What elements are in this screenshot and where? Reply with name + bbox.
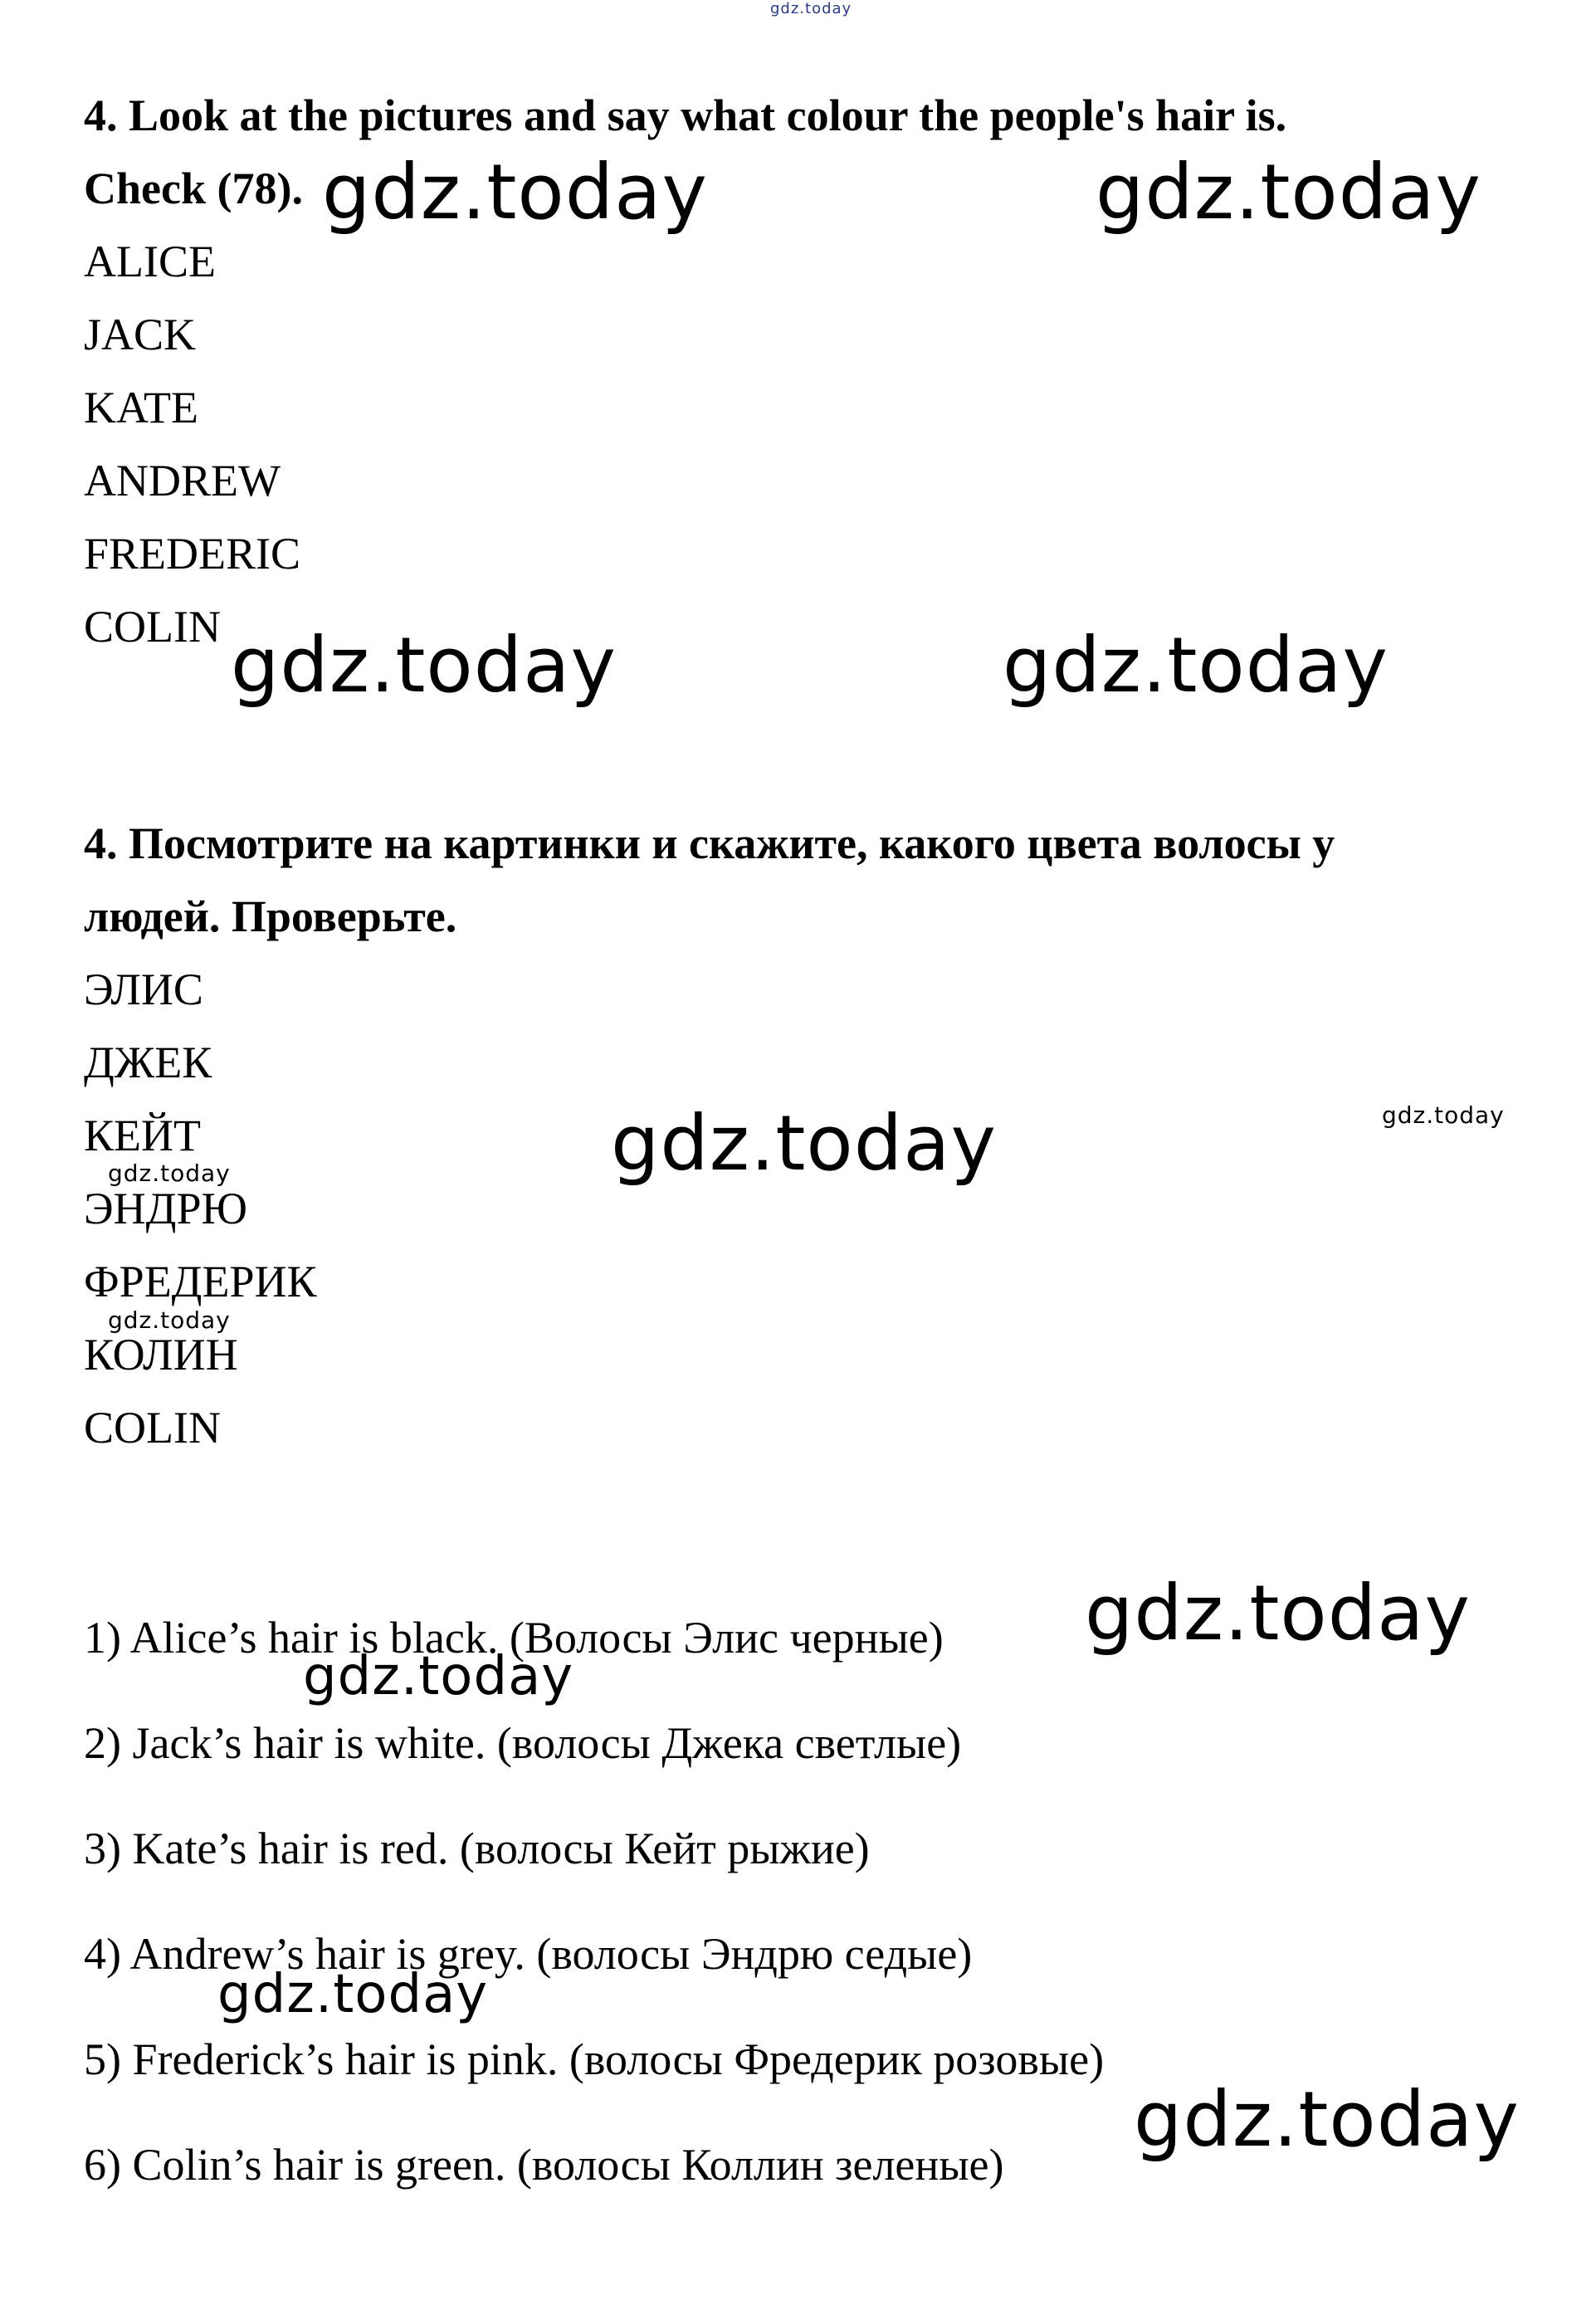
name-ru-elis: ЭЛИС <box>84 964 203 1014</box>
watermark: gdz.today <box>1382 1101 1505 1129</box>
watermark: gdz.today <box>611 1099 997 1188</box>
watermark: gdz.today <box>217 1964 489 2025</box>
watermark: gdz.today <box>231 621 617 710</box>
exercise-heading-en: 4. Look at the pictures and say what colour the people's hair is. <box>84 90 1287 140</box>
watermark: gdz.today <box>322 148 708 237</box>
exercise-heading-en-check: Check (78). <box>84 164 303 213</box>
watermark: gdz.today <box>1134 2075 1520 2164</box>
watermark: gdz.today <box>1003 621 1389 710</box>
exercise-heading-ru: 4. Посмотрите на картинки и скажите, какого цвета волосы у <box>84 818 1335 868</box>
name-ru-dzhek: ДЖЕК <box>84 1038 212 1087</box>
watermark: gdz.today <box>108 1306 231 1334</box>
watermark: gdz.today <box>108 1160 231 1187</box>
name-jack: JACK <box>84 310 197 359</box>
name-ru-kolin: КОЛИН <box>84 1330 238 1380</box>
name-ru-endryu: ЭНДРЮ <box>84 1184 248 1233</box>
answer-2: 2) Jack’s hair is white. (волосы Джека светлые) <box>84 1718 962 1768</box>
name-ru-colin: COLIN <box>84 1403 221 1453</box>
answer-1: 1) Alice’s hair is black. (Волосы Элис черные) <box>84 1613 944 1663</box>
watermark: gdz.today <box>1085 1569 1471 1658</box>
name-ru-frederik: ФРЕДЕРИК <box>84 1257 317 1306</box>
answer-3: 3) Kate’s hair is red. (волосы Кейт рыжие) <box>84 1824 870 1873</box>
name-colin: COLIN <box>84 602 221 652</box>
watermark: gdz.today <box>1096 148 1481 237</box>
exercise-heading-ru-check: людей. Проверьте. <box>84 891 457 941</box>
name-alice: ALICE <box>84 237 216 286</box>
name-frederic: FREDERIC <box>84 529 301 579</box>
answer-5: 5) Frederick’s hair is pink. (волосы Фредерик розовые) <box>84 2034 1105 2084</box>
name-kate: KATE <box>84 383 198 432</box>
watermark-top: gdz.today <box>770 0 852 17</box>
name-ru-keit: КЕЙТ <box>84 1111 201 1160</box>
watermark: gdz.today <box>303 1646 574 1707</box>
name-andrew: ANDREW <box>84 456 281 505</box>
answer-4: 4) Andrew’s hair is grey. (волосы Эндрю седые) <box>84 1929 973 1979</box>
answer-6: 6) Colin’s hair is green. (волосы Коллин зеленые) <box>84 2140 1004 2190</box>
